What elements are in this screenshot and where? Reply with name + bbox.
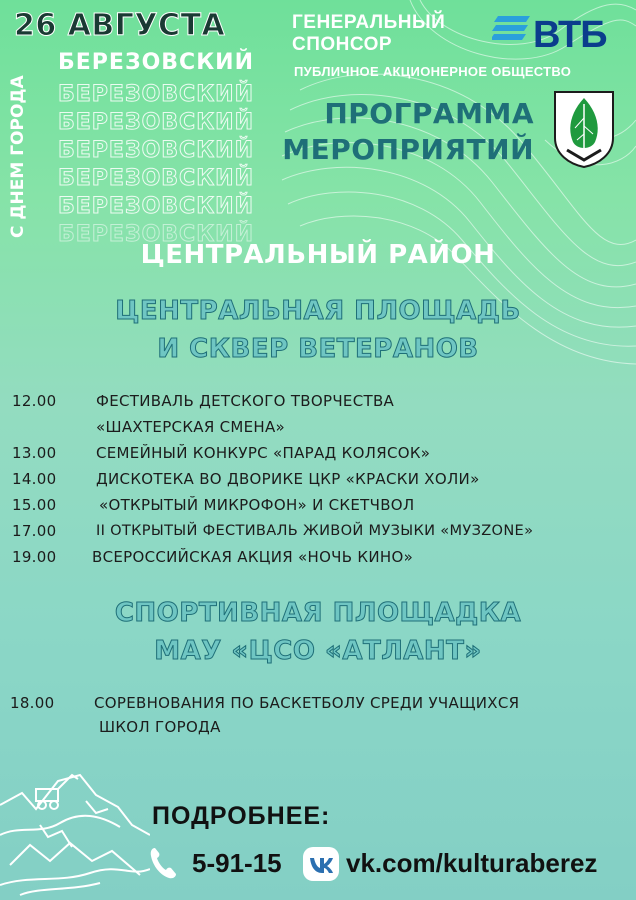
event-time: 13.00 — [12, 444, 57, 462]
event-time: 14.00 — [12, 470, 57, 488]
city-name-echo: БЕРЕЗОВСКИЙ — [58, 194, 255, 219]
program-title — [268, 96, 534, 168]
venue-line-2: МАУ «ЦСО «АТЛАНТ» — [154, 636, 482, 666]
city-day-caption: С ДНЕМ ГОРОДА — [8, 75, 28, 238]
venue-heading-sport — [0, 594, 636, 670]
sponsor-line-2: СПОНСОР — [292, 34, 393, 55]
event-title: II ОТКРЫТЫЙ ФЕСТИВАЛЬ ЖИВОЙ МУЗЫКИ «МУЗZONE» — [96, 522, 534, 539]
venue-heading-central — [0, 292, 636, 368]
sponsor-title — [292, 12, 445, 56]
event-time: 19.00 — [12, 548, 57, 566]
event-title: «ОТКРЫТЫЙ МИКРОФОН» И СКЕТЧВОЛ — [99, 496, 415, 514]
contact-phone[interactable]: 5-91-15 — [192, 848, 282, 878]
city-name-echo: БЕРЕЗОВСКИЙ — [58, 110, 255, 135]
city-name-echo: БЕРЕЗОВСКИЙ — [58, 82, 255, 107]
event-time: 17.00 — [12, 522, 57, 540]
event-title: СЕМЕЙНЫЙ КОНКУРС «ПАРАД КОЛЯСОК» — [96, 444, 431, 462]
city-name: БЕРЕЗОВСКИЙ — [58, 50, 255, 75]
event-time: 15.00 — [12, 496, 57, 514]
sponsor-line-1: ГЕНЕРАЛЬНЫЙ — [292, 12, 446, 33]
venue-line-1: СПОРТИВНАЯ ПЛОЩАДКА — [114, 598, 522, 628]
event-time: 18.00 — [10, 694, 55, 712]
vk-link[interactable]: vk.com/kulturaberez — [346, 848, 598, 878]
vtb-logo-icon — [492, 16, 530, 40]
district-heading: ЦЕНТРАЛЬНЫЙ РАЙОН — [140, 240, 496, 270]
city-name-echo: БЕРЕЗОВСКИЙ — [58, 166, 255, 191]
city-crest-icon — [553, 90, 615, 168]
city-name-echo: БЕРЕЗОВСКИЙ — [58, 222, 255, 247]
event-title-continued: «ШАХТЕРСКАЯ СМЕНА» — [96, 418, 286, 436]
event-title-continued: ШКОЛ ГОРОДА — [99, 718, 221, 736]
program-line-1: ПРОГРАММА — [324, 97, 534, 130]
event-title: ВСЕРОССИЙСКАЯ АКЦИЯ «НОЧЬ КИНО» — [92, 548, 414, 566]
vk-icon — [303, 847, 339, 881]
event-title: ФЕСТИВАЛЬ ДЕТСКОГО ТВОРЧЕСТВА — [96, 392, 395, 410]
city-name-echo: БЕРЕЗОВСКИЙ — [58, 138, 255, 163]
event-date: 26 АВГУСТА — [14, 8, 226, 43]
event-title: ДИСКОТЕКА ВО ДВОРИКЕ ЦКР «КРАСКИ ХОЛИ» — [96, 470, 480, 488]
event-time: 12.00 — [12, 392, 57, 410]
phone-icon — [148, 846, 178, 880]
event-title: СОРЕВНОВАНИЯ ПО БАСКЕТБОЛУ СРЕДИ УЧАЩИХСЯ — [94, 694, 520, 712]
venue-line-1: ЦЕНТРАЛЬНАЯ ПЛОЩАДЬ — [115, 296, 521, 326]
sponsor-organization: ПУБЛИЧНОЕ АКЦИОНЕРНОЕ ОБЩЕСТВО — [294, 64, 572, 79]
mountains-illustration — [0, 765, 150, 900]
vtb-logo-text: ВТБ — [533, 14, 607, 56]
more-info-label: ПОДРОБНЕЕ: — [152, 802, 331, 830]
program-line-2: МЕРОПРИЯТИЙ — [282, 133, 534, 166]
venue-line-2: И СКВЕР ВЕТЕРАНОВ — [157, 334, 479, 364]
